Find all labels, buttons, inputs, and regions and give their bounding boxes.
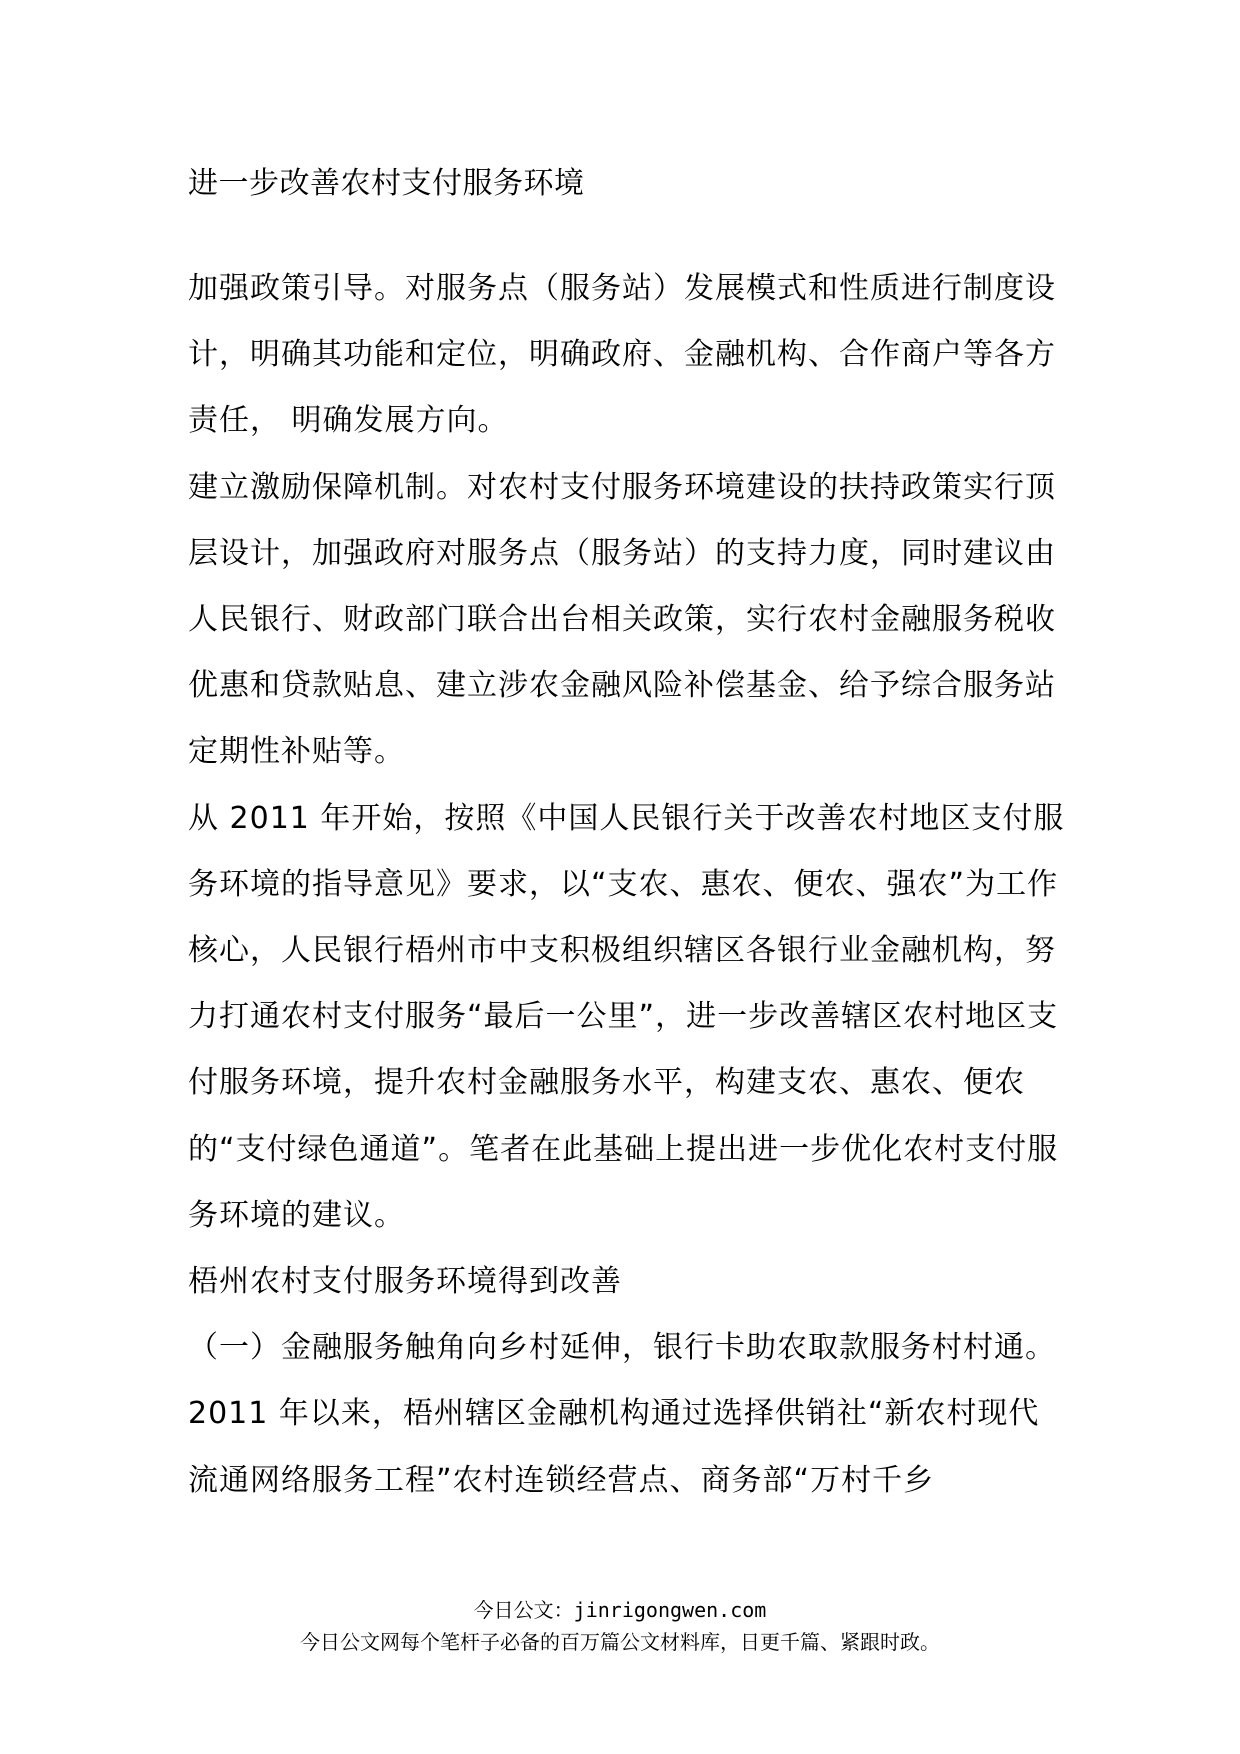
paragraph-since-2011: 2011 年以来，梧州辖区金融机构通过选择供销社“新农村现代流通网络服务工程”农村连锁经营点、商务部“万村千乡: [188, 1396, 1040, 1498]
footer-label: 今日公文：: [473, 1598, 574, 1622]
paragraph-incentive-mechanism: 建立激励保障机制。对农村支付服务环境建设的扶持政策实行顶层设计，加强政府对服务点（服务站）的支持力度，同时建议由人民银行、财政部门联合出台相关政策，实行农村金融服务税收优惠和贷款贴息、建立涉农金融风险补偿基金、给予综合服务站定期性补贴等。: [188, 469, 1056, 770]
section-heading-improvement: 梧州农村支付服务环境得到改善: [188, 1264, 622, 1300]
footer-site-link[interactable]: jinrigongwen.com: [573, 1598, 767, 1622]
paragraph-policy-guidance: 加强政策引导。对服务点（服务站）发展模式和性质进行制度设计，明确其功能和定位，明确政府、金融机构、合作商户等各方责任， 明确发展方向。: [188, 271, 1056, 439]
footer-tagline: 今日公文网每个笔杆子必备的百万篇公文材料库，日更千篇、紧跟时政。: [300, 1630, 940, 1654]
paragraph-background-2011: 从 2011 年开始，按照《中国人民银行关于改善农村地区支付服务环境的指导意见》要求，以“支农、惠农、便农、强农”为工作核心，人民银行梧州市中支积极组织辖区各银行业金融机构，努力打通农村支付服务“最后一公里”，进一步改善辖区农村地区支付服务环境，提升农村金融服务水平，构建支农、惠农、便农的“支付绿色通道”。笔者在此基础上提出进一步优化农村支付服务环境的建议。: [188, 800, 1065, 1233]
subsection-heading-1: （一）金融服务触角向乡村延伸，银行卡助农取款服务村村通。: [188, 1330, 1056, 1366]
document-title: 进一步改善农村支付服务环境: [188, 166, 585, 201]
footer-source: [0, 1596, 1240, 1624]
document-body: [188, 162, 1068, 1514]
